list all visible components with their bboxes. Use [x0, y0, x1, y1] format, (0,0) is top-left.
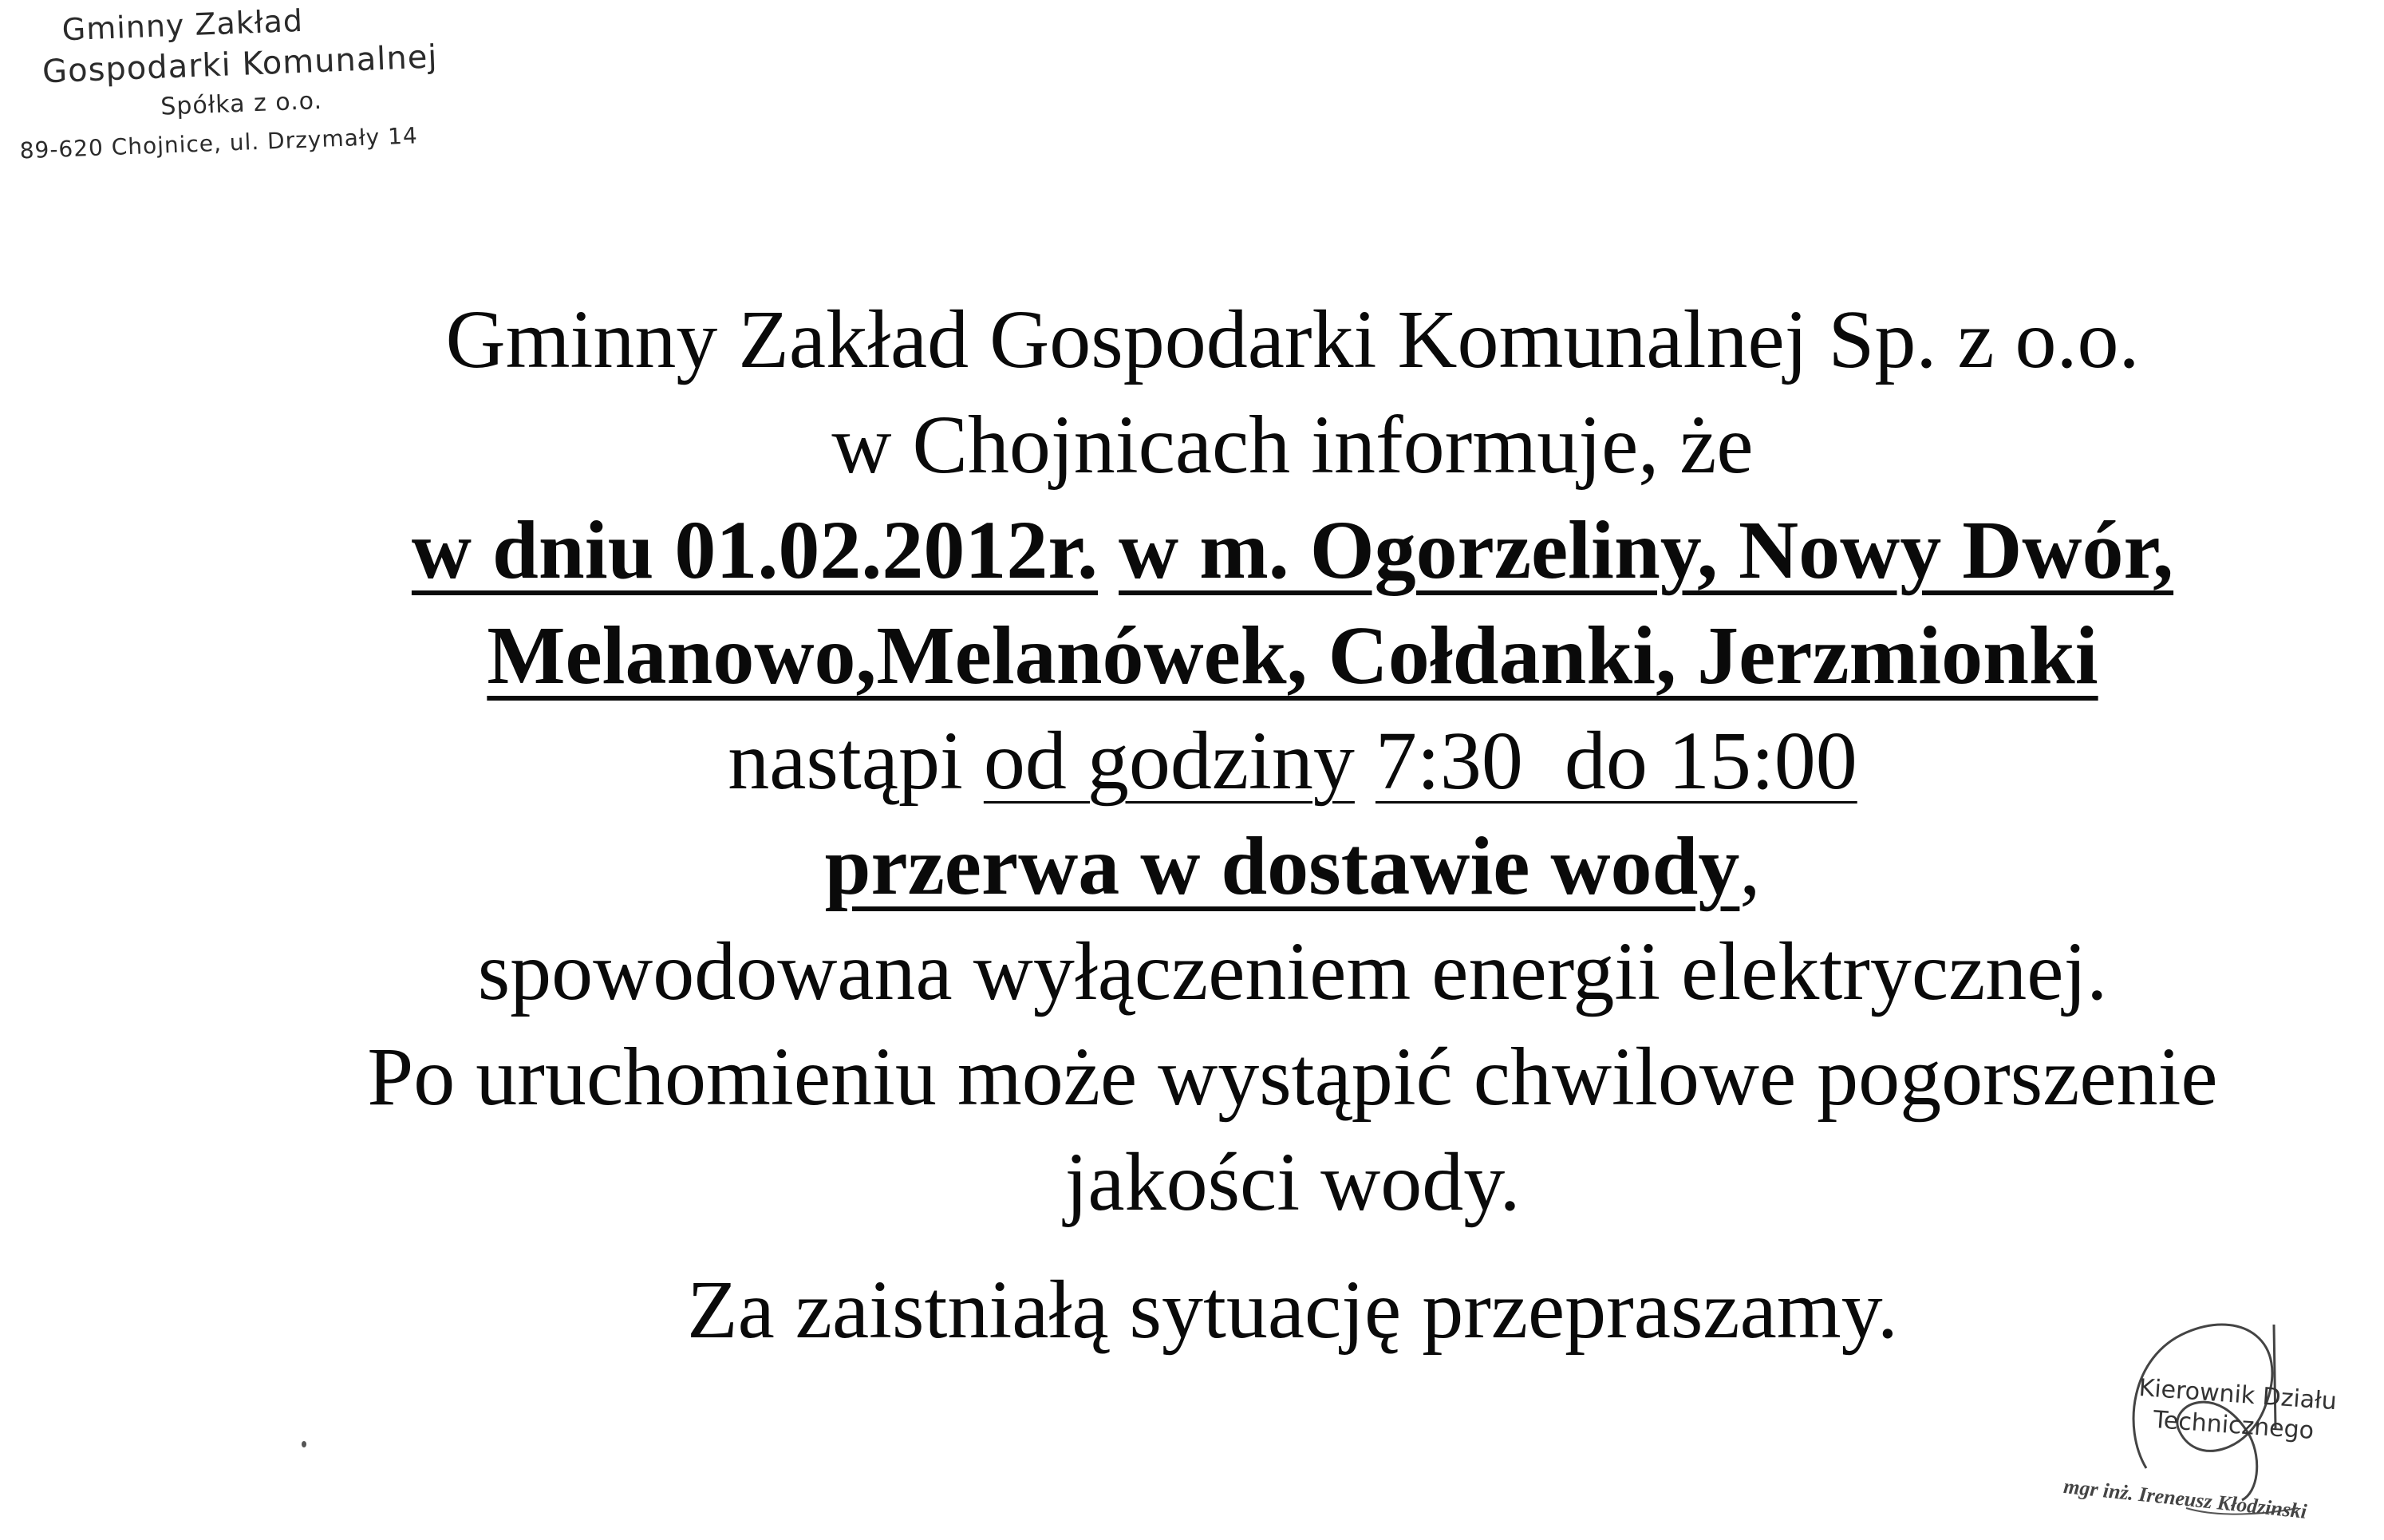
- notice-apology: Za zaistniałą sytuację przepraszamy.: [687, 1264, 1898, 1356]
- notice-warning-2: jakości wody.: [1064, 1136, 1521, 1228]
- stamp-line-name: Gminny Zakład: [61, 2, 304, 48]
- notice-date: w dniu 01.02.2012r.: [411, 504, 1099, 596]
- notice-company-name: Gminny Zakład Gospodarki Komunalnej Sp. z o.o.: [445, 294, 2140, 385]
- notice-date-places: [239, 498, 2346, 603]
- notice-places-a: w m. Ogorzeliny, Nowy Dwór,: [1119, 504, 2174, 596]
- water-outage-notice: [239, 287, 2346, 1363]
- signature-stamp: [2058, 1309, 2384, 1540]
- notice-places-line: [239, 603, 2346, 709]
- notice-time-prefix: nastąpi: [728, 715, 963, 807]
- notice-time-range: 7:30 do 15:00: [1375, 715, 1857, 807]
- notice-places-b: Melanowo,Melanówek, Cołdanki, Jerzmionki: [487, 610, 2098, 701]
- notice-break-line: [239, 814, 2346, 919]
- notice-informs: w Chojnicach informuje, że: [831, 399, 1754, 491]
- speck-mark: [302, 1441, 306, 1447]
- stamp-line-address: 89-620 Chojnice, ul. Drzymały 14: [19, 122, 419, 164]
- notice-time-line: [239, 709, 2346, 814]
- stamp-line-company-type: Spółka z o.o.: [160, 86, 323, 121]
- company-stamp: [6, 0, 475, 171]
- stamp-line-name2: Gospodarki Komunalnej: [41, 38, 439, 91]
- notice-cause: spowodowana wyłączeniem energii elektrycznej.: [477, 926, 2108, 1017]
- signature-title-1: Kierownik Działu: [2137, 1374, 2338, 1416]
- notice-time-label: od godziny: [983, 715, 1355, 807]
- notice-break-suffix: ,: [1739, 820, 1761, 912]
- notice-break-text: przerwa w dostawie wody: [824, 820, 1740, 912]
- notice-warning: Po uruchomieniu może wystąpić chwilowe pogorszenie: [367, 1031, 2218, 1123]
- signature-name: mgr inż. Ireneusz Kłodzinski: [2062, 1475, 2308, 1523]
- signature-title-2: Technicznego: [2152, 1406, 2315, 1445]
